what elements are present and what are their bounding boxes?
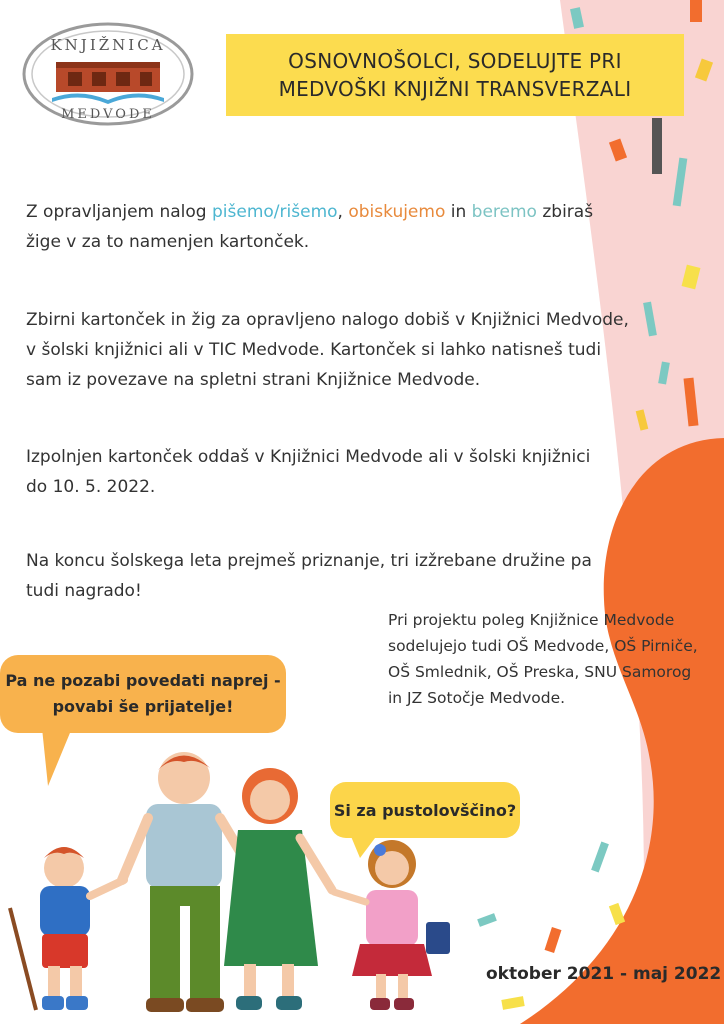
title-banner <box>226 34 684 116</box>
highlight-write-draw: pišemo/rišemo <box>212 202 338 222</box>
bubble-invite-line-1: Pa ne pozabi povedati naprej - <box>5 671 281 690</box>
highlight-read: beremo <box>471 202 537 222</box>
text-segment: in <box>445 202 472 222</box>
speech-bubble-tail-icon <box>36 728 76 788</box>
boy-figure <box>10 847 124 1010</box>
page-title <box>279 47 632 103</box>
partners-line-4: in JZ Sotočje Medvode. <box>388 689 566 707</box>
paragraph-award-line-2: tudi nagrado! <box>26 581 142 601</box>
paragraph-tasks-line-1 <box>26 197 593 227</box>
partners-text <box>388 607 698 711</box>
logo-bottom-text: MEDVODE <box>61 107 155 122</box>
paragraph-card-line-3: sam iz povezave na spletni strani Knjižnice Medvode. <box>26 370 481 390</box>
speech-bubble-adventure <box>330 782 520 838</box>
bubble-invite-line-2: povabi še prijatelje! <box>52 697 234 716</box>
date-range: oktober 2021 - maj 2022 <box>486 964 722 984</box>
paragraph-card <box>26 305 629 395</box>
title-line-2: MEDVOŠKI KNJIŽNI TRANSVERZALI <box>278 77 632 101</box>
paragraph-award-line-1: Na koncu šolskega leta prejmeš priznanje, tri izžrebane družine pa <box>26 551 592 571</box>
text-segment: , <box>337 202 349 222</box>
title-line-1: OSNOVNOŠOLCI, SODELUJTE PRI <box>288 49 622 73</box>
highlight-visit: obiskujemo <box>348 202 446 222</box>
paragraph-tasks-line-2: žige v za to namenjen kartonček. <box>26 232 310 252</box>
library-logo-icon <box>22 22 194 126</box>
bubble-adventure-text: Si za pustolovščino? <box>333 800 517 820</box>
paragraph-card-line-2: v šolski knjižnici ali v TIC Medvode. Kartonček si lahko natisneš tudi <box>26 340 602 360</box>
paragraph-award <box>26 546 592 606</box>
paragraph-tasks <box>26 197 593 257</box>
paragraph-submit-line-1: Izpolnjen kartonček oddaš v Knjižnici Medvode ali v šolski knjižnici <box>26 447 591 467</box>
partners-line-1: Pri projektu poleg Knjižnice Medvode <box>388 611 675 629</box>
paragraph-card-line-1: Zbirni kartonček in žig za opravljeno nalogo dobiš v Knjižnici Medvode, <box>26 310 629 330</box>
speech-bubble-invite <box>0 655 286 733</box>
text-segment: Z opravljanjem nalog <box>26 202 213 222</box>
girl-figure <box>334 840 450 1010</box>
paragraph-submit <box>26 442 590 502</box>
speech-bubble-tail-icon <box>350 834 380 860</box>
paragraph-submit-line-2: do 10. 5. 2022. <box>26 477 156 497</box>
mother-figure <box>224 768 332 1010</box>
partners-line-3: OŠ Smlednik, OŠ Preska, SNU Samorog <box>388 663 692 681</box>
father-figure <box>122 752 244 1012</box>
partners-line-2: sodelujejo tudi OŠ Medvode, OŠ Pirniče, <box>388 637 698 655</box>
text-segment: zbiraš <box>536 202 594 222</box>
logo-top-text: KNJIŽNICA <box>50 36 166 54</box>
